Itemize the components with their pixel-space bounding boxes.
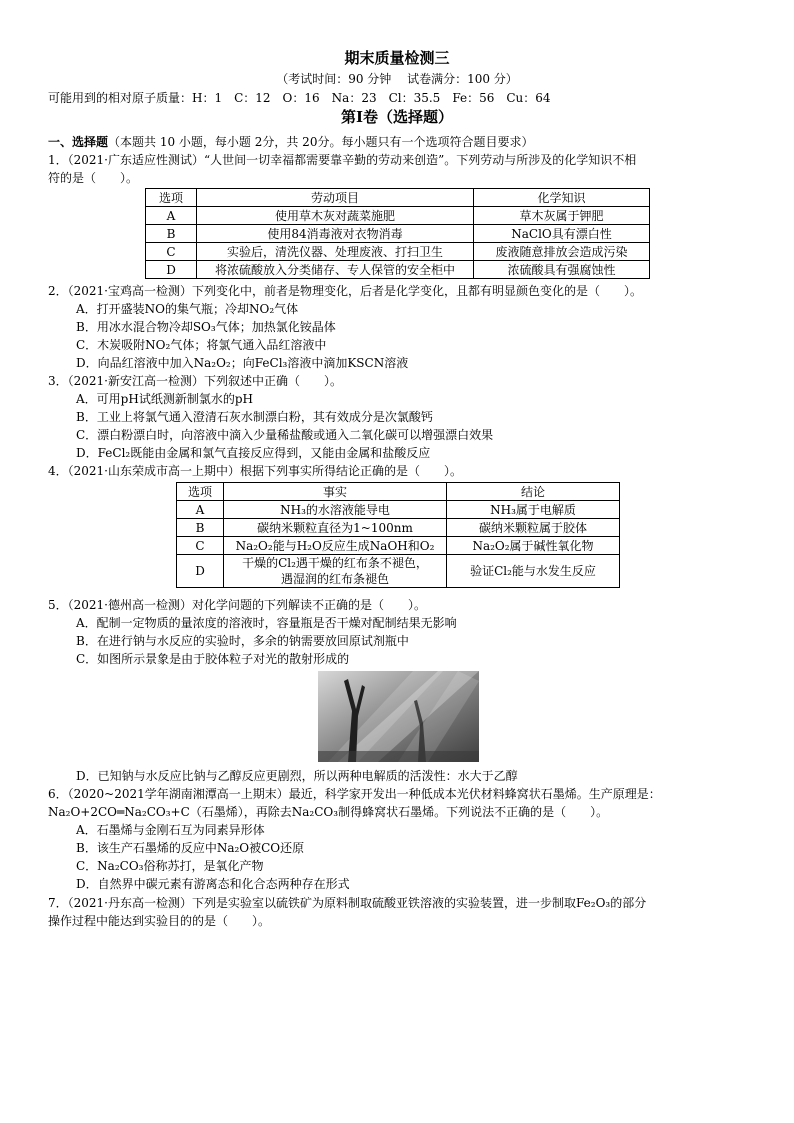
- table-cell: Na₂O₂属于碱性氧化物: [447, 537, 620, 555]
- table-header-cell: 选项: [177, 483, 224, 501]
- q4-stem: 4．（2021·山东荣成市高一上期中）根据下列事实所得结论正确的是（ ）。: [48, 464, 462, 478]
- table-cell: B: [177, 519, 224, 537]
- q2-option-d: D．向品红溶液中加入Na₂O₂；向FeCl₃溶液中滴加KSCN溶液: [76, 356, 409, 370]
- q7-stem-line2: 操作过程中能达到实验目的的是（ ）。: [48, 914, 271, 928]
- q6-option-d: D．自然界中碳元素有游离态和化合态两种存在形式: [76, 877, 350, 891]
- table-cell: 实验后，清洗仪器、处理废液、打扫卫生: [197, 243, 474, 261]
- table-cell: 使用84消毒液对衣物消毒: [197, 225, 474, 243]
- table-row: [177, 537, 620, 555]
- table-cell: D: [146, 261, 197, 279]
- section-desc: （本题共 10 小题，每小题 2分，共 20分。每小题只有一个选项符合题目要求）: [108, 135, 534, 149]
- table-cell: [224, 555, 447, 588]
- table-row: [146, 207, 650, 225]
- q4-table: [176, 482, 620, 588]
- exam-info: （考试时间：90 分钟 试卷满分：100 分）: [276, 72, 518, 86]
- table-cell: C: [146, 243, 197, 261]
- q1-stem-line1: 1．（2021·广东适应性测试）“人世间一切幸福都需要靠辛勤的劳动来创造”。下列劳动与所涉及的化学知识不相: [48, 153, 637, 167]
- q3-option-c: C．漂白粉漂白时，向溶液中滴入少量稀盐酸或通入二氧化碳可以增强漂白效果: [76, 428, 494, 442]
- q2-option-a: A．打开盛装NO的集气瓶；冷却NO₂气体: [76, 302, 299, 316]
- q1-table: [145, 188, 650, 279]
- q6-stem-line1: 6．（2020~2021学年湖南湘潭高一上期末）最近，科学家开发出一种低成本光伏材料蜂窝状石墨烯。生产原理是：: [48, 787, 661, 801]
- q2-option-c: C．木炭吸附NO₂气体；将氯气通入品红溶液中: [76, 338, 327, 352]
- q5-option-d: D．已知钠与水反应比钠与乙醇反应更剧烈，所以两种电解质的活泼性：水大于乙醇: [76, 769, 518, 783]
- q5-option-b: B．在进行钠与水反应的实验时，多余的钠需要放回原试剂瓶中: [76, 634, 409, 648]
- table-cell-line: 干燥的Cl₂遇干燥的红布条不褪色，: [242, 556, 428, 570]
- q5-option-c: C．如图所示景象是由于胶体粒子对光的散射形成的: [76, 652, 350, 666]
- forest-light-photo: [318, 671, 479, 762]
- q7-stem-line1: 7．（2021·丹东高一检测）下列是实验室以硫铁矿为原料制取硫酸亚铁溶液的实验装置，进一步制取Fe₂O₃的部分: [48, 896, 647, 910]
- table-header-row: [146, 189, 650, 207]
- q6-stem-line2: Na₂O+2CO═Na₂CO₃+C（石墨烯），再除去Na₂CO₃制得蜂窝状石墨烯。下列说法不正确的是（ ）。: [48, 805, 609, 819]
- table-header-cell: 事实: [224, 483, 447, 501]
- table-header-cell: 选项: [146, 189, 197, 207]
- table-cell: 草木灰属于钾肥: [474, 207, 650, 225]
- q3-option-d: D．FeCl₂既能由金属和氯气直接反应得到，又能由金属和盐酸反应: [76, 446, 431, 460]
- q2-option-b: B．用冰水混合物冷却SO₃气体；加热氯化铵晶体: [76, 320, 336, 334]
- q5-stem: 5．（2021·德州高一检测）对化学问题的下列解读不正确的是（ ）。: [48, 598, 426, 612]
- table-cell: 浓硫酸具有强腐蚀性: [474, 261, 650, 279]
- section-heading: [48, 134, 533, 151]
- table-cell: 使用草木灰对蔬菜施肥: [197, 207, 474, 225]
- table-cell: B: [146, 225, 197, 243]
- q3-stem: 3．（2021·新安江高一检测）下列叙述中正确（ ）。: [48, 374, 342, 388]
- forest-light-illustration: [318, 671, 479, 762]
- table-row: [146, 243, 650, 261]
- table-row: [177, 555, 620, 588]
- table-cell: 将浓硫酸放入分类储存、专人保管的安全柜中: [197, 261, 474, 279]
- table-header-cell: 劳动项目: [197, 189, 474, 207]
- q1-stem-line2: 符的是（ ）。: [48, 171, 139, 185]
- table-cell: Na₂O₂能与H₂O反应生成NaOH和O₂: [224, 537, 447, 555]
- q6-option-c: C．Na₂CO₃俗称苏打，是氧化产物: [76, 859, 264, 873]
- table-row: [146, 261, 650, 279]
- table-header-cell: 化学知识: [474, 189, 650, 207]
- table-cell-line: 遇湿润的红布条褪色: [280, 572, 389, 586]
- q6-option-b: B．该生产石墨烯的反应中Na₂O被CO还原: [76, 841, 305, 855]
- table-row: [177, 501, 620, 519]
- page-title: 期末质量检测三: [344, 49, 450, 67]
- atomic-masses: 可能用到的相对原子质量：H：1 C：12 O：16 Na：23 Cl：35.5 Fe：56 Cu：64: [48, 91, 551, 105]
- table-cell: NH₃的水溶液能导电: [224, 501, 447, 519]
- table-cell: C: [177, 537, 224, 555]
- table-cell: 废液随意排放会造成污染: [474, 243, 650, 261]
- table-cell: D: [177, 555, 224, 588]
- table-cell: 碳纳米颗粒直径为1~100nm: [224, 519, 447, 537]
- table-row: [177, 519, 620, 537]
- q2-stem: 2．（2021·宝鸡高一检测）下列变化中，前者是物理变化，后者是化学变化，且都有明显颜色变化的是（ ）。: [48, 284, 642, 298]
- table-cell: 验证Cl₂能与水发生反应: [447, 555, 620, 588]
- q3-option-b: B．工业上将氯气通入澄清石灰水制漂白粉，其有效成分是次氯酸钙: [76, 410, 433, 424]
- table-header-row: [177, 483, 620, 501]
- table-cell: NH₃属于电解质: [447, 501, 620, 519]
- q6-option-a: A．石墨烯与金刚石互为同素异形体: [76, 823, 265, 837]
- part-title: 第Ⅰ卷（选择题）: [340, 108, 454, 126]
- table-cell: A: [146, 207, 197, 225]
- q3-option-a: A．可用pH试纸测新制氯水的pH: [76, 392, 253, 406]
- table-row: [146, 225, 650, 243]
- table-cell: A: [177, 501, 224, 519]
- table-cell: 碳纳米颗粒属于胶体: [447, 519, 620, 537]
- q5-option-a: A．配制一定物质的量浓度的溶液时，容量瓶是否干燥对配制结果无影响: [76, 616, 457, 630]
- table-cell: NaClO具有漂白性: [474, 225, 650, 243]
- section-label: 一、选择题: [48, 135, 109, 149]
- table-header-cell: 结论: [447, 483, 620, 501]
